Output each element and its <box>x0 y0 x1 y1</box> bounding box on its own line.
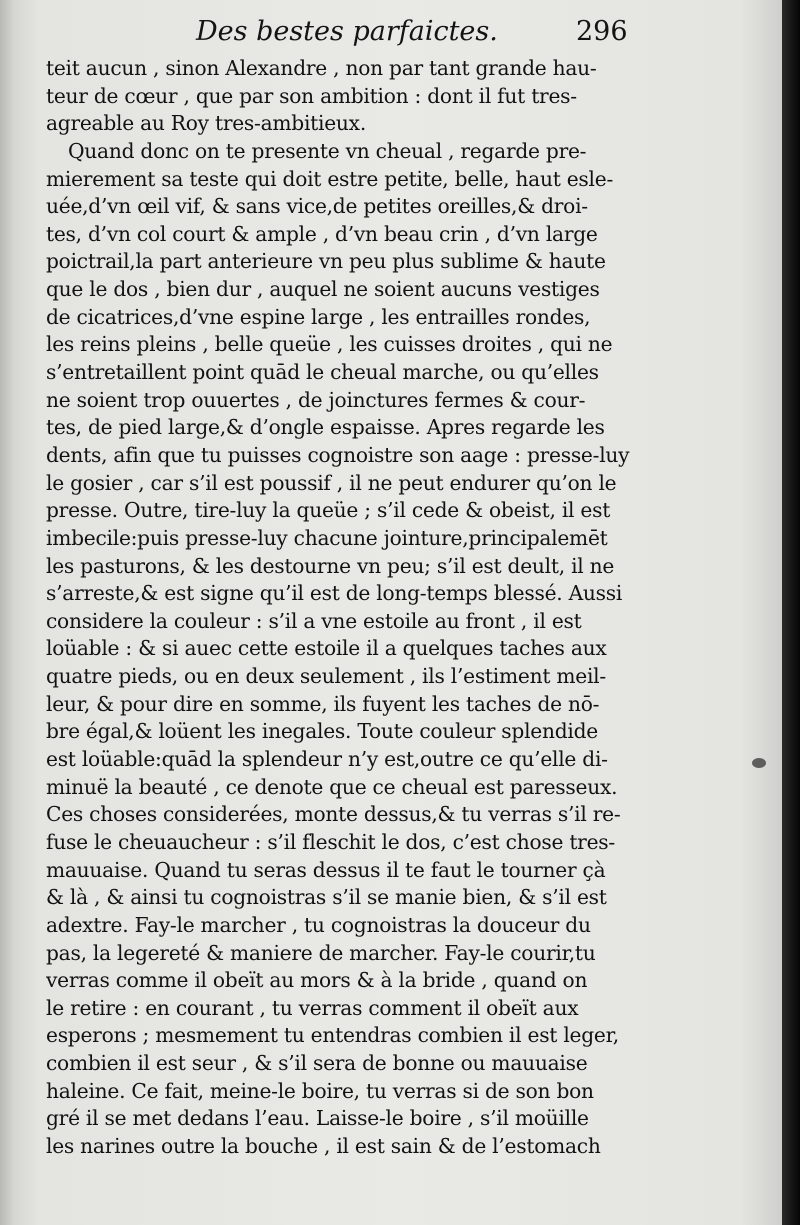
text-line: haleine. Ce fait, meine-le boire, tu verras si de son bon <box>46 1078 594 1103</box>
text-line: dents, afin que tu puisses cognoistre son aage : presse-luy <box>46 442 630 467</box>
text-line: combien il est seur , & s’il sera de bonne ou mauuaise <box>46 1051 588 1076</box>
text-line: pas, la legereté & maniere de marcher. Fay-le courir,tu <box>46 940 596 965</box>
text-line: ne soient trop ouuertes , de joinctures fermes & cour- <box>46 387 586 412</box>
text-line: gré il se met dedans l’eau. Laisse-le boire , s’il moüille <box>46 1106 589 1131</box>
text-line: minuë la beauté , ce denote que ce cheual est paresseux. <box>46 774 618 799</box>
text-line: mauuaise. Quand tu seras dessus il te faut le tourner çà <box>46 857 606 882</box>
text-line: teit aucun , sinon Alexandre , non par tant grande hau- <box>46 56 597 80</box>
text-line: poictrail,la part anterieure vn peu plus sublime & haute <box>46 249 606 274</box>
text-line: mierement sa teste qui doit estre petite, belle, haut esle- <box>46 166 614 191</box>
text-line: bre égal,& loüent les inegales. Toute couleur splendide <box>46 719 598 744</box>
page-header <box>46 16 646 56</box>
text-line: les pasturons, & les destourne vn peu; s’il est deult, il ne <box>46 553 615 578</box>
text-line: fuse le cheuaucheur : s’il fleschit le dos, c’est chose tres- <box>46 829 615 854</box>
ink-blot <box>752 758 766 768</box>
text-line: les narines outre la bouche , il est sain & de l’estomach <box>46 1133 601 1158</box>
text-line: adextre. Fay-le marcher , tu cognoistras la douceur du <box>46 912 591 937</box>
text-line: les reins pleins , belle queüe , les cuisses droites , qui ne <box>46 332 613 357</box>
paragraph-start-line: Quand donc on te presente vn cheual , regarde pre- <box>68 138 587 163</box>
text-line: s’entretaillent point quād le cheual marche, ou qu’elles <box>46 360 599 385</box>
running-title: Des bestes parfaictes. <box>196 16 498 47</box>
text-line: verras comme il obeït au mors & à la bride , quand on <box>46 968 588 993</box>
text-line: de cicatrices,d’vne espine large , les entrailles rondes, <box>46 304 591 329</box>
text-line: agreable au Roy tres-ambitieux. <box>46 111 366 136</box>
text-line: & là , & ainsi tu cognoistras s’il se manie bien, & s’il est <box>46 885 607 910</box>
text-line: esperons ; mesmement tu entendras combien il est leger, <box>46 1023 619 1048</box>
text-line: quatre pieds, ou en deux seulement , ils l’estiment meil- <box>46 664 606 689</box>
text-line: que le dos , bien dur , auquel ne soient aucuns vestiges <box>46 277 600 302</box>
body-text <box>46 55 656 1161</box>
text-line: tes, de pied large,& d’ongle espaisse. Apres regarde les <box>46 415 605 440</box>
text-line: presse. Outre, tire-luy la queüe ; s’il cede & obeist, il est <box>46 498 611 523</box>
text-line: le retire : en courant , tu verras comment il obeït aux <box>46 995 579 1020</box>
text-line: s’arreste,& est signe qu’il est de long-temps blessé. Aussi <box>46 581 623 606</box>
text-line: uée,d’vn œil vif, & sans vice,de petites oreilles,& droi- <box>46 194 588 219</box>
text-line: loüable : & si auec cette estoile il a quelques taches aux <box>46 636 607 661</box>
text-line: considere la couleur : s’il a vne estoile au front , il est <box>46 608 582 633</box>
text-line: teur de cœur , que par son ambition : dont il fut tres- <box>46 83 577 108</box>
text-line: imbecile:puis presse-luy chacune jointure,principalemēt <box>46 525 608 550</box>
scan-border <box>782 0 800 1225</box>
page-number: 296 <box>576 16 628 47</box>
text-line: Ces choses considerées, monte dessus,& tu verras s’il re- <box>46 802 621 827</box>
text-line: est loüable:quād la splendeur n’y est,outre ce qu’elle di- <box>46 747 608 772</box>
text-line: leur, & pour dire en somme, ils fuyent les taches de nō- <box>46 691 600 716</box>
text-line: le gosier , car s’il est poussif , il ne peut endurer qu’on le <box>46 470 617 495</box>
text-line: tes, d’vn col court & ample , d’vn beau crin , d’vn large <box>46 221 598 246</box>
